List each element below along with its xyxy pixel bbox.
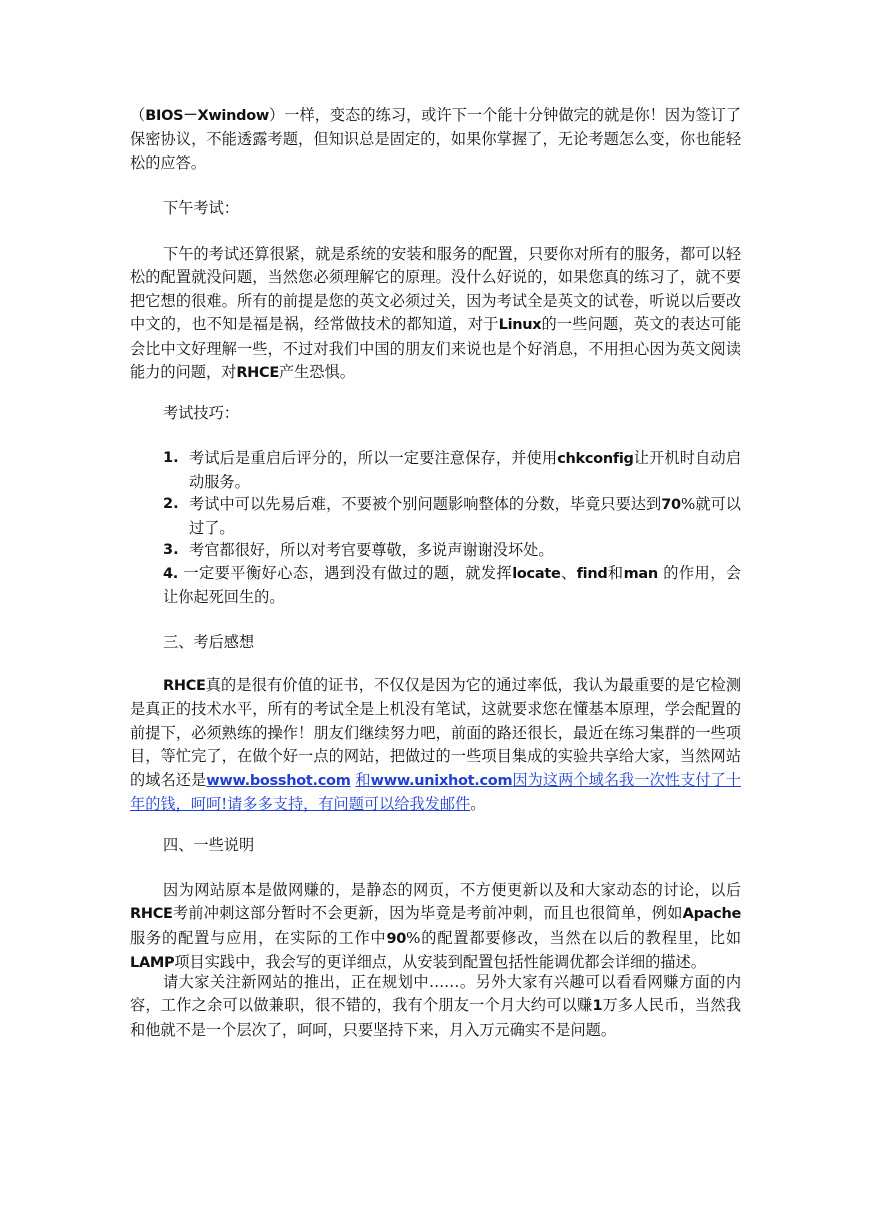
paragraph-afternoon: [130, 243, 741, 385]
tip4-text-g: 的作用，会让你起死回生的。: [163, 564, 742, 607]
afternoon-rhce-term: RHCE: [236, 365, 279, 382]
afternoon-text-2: 的一些问题，英文的表达可能会比中文好理解一些，不过对我们中国的朋友们来说也是个好消息，不用担心因为英文阅读能力的问题，对: [130, 315, 742, 382]
four-text-5: 项目实践中，我会写的更详细点，从安装到配置包括性能调优都会详细的描述。: [174, 953, 706, 972]
four-b-text-2: 万多人民币，当然我和他就不是一个层次了，呵呵，只要坚持下来，月入万元确实不是问题。: [130, 996, 742, 1039]
afternoon-text-3: 产生恐惧。: [278, 363, 355, 382]
list-number: 2.: [163, 496, 179, 512]
list-number: 3.: [163, 542, 179, 558]
intro-bios-term: BIOS－Xwindow: [145, 108, 269, 124]
three-rhce-term: RHCE: [163, 678, 206, 694]
tips-list-item-4: [163, 562, 741, 610]
intro-text-2: ）一样，变态的练习，或许下一个能十分钟做完的就是你！因为签订了保密协议，不能透露考题，但知识总是固定的，如果你掌握了，无论考题怎么变，你也能轻松的应答。: [130, 106, 742, 172]
tips-list-item-3: [163, 539, 741, 562]
tip4-man-term: man: [623, 566, 658, 582]
tip1-text-c: 让开机时自动启动服务。: [189, 449, 742, 492]
heading-afternoon-exam: 下午考试：: [163, 199, 239, 217]
four-apache-term: Apache: [682, 906, 741, 923]
paragraph-after-exam: [130, 674, 741, 816]
three-text-2: 。: [470, 795, 486, 814]
link-bosshot[interactable]: [206, 771, 350, 789]
tip4-text-a: 一定要平衡好心态，遇到没有做过的题，就发挥: [183, 564, 513, 582]
four-text-4: %的配置都要修改，当然在以后的教程里，比如: [406, 928, 742, 947]
four-text-3: 服务的配置与应用，在实际的工作中: [130, 928, 387, 947]
intro-text-1: （: [130, 106, 146, 124]
four-text-1: 因为网站原本是做网赚的，是静态的网页，不方便更新以及和大家动态的讨论，以后: [163, 881, 741, 899]
tips-list-item-1: [163, 447, 741, 495]
four-text-2: 考前冲刺这部分暂时不会更新，因为毕竟是考前冲刺，而且也很简单，例如: [172, 904, 683, 923]
four-lamp-term: LAMP: [130, 955, 175, 972]
tips-list-item-2: [163, 493, 741, 541]
tip3-text: 考官都很好，所以对考官要尊敬，多说声谢谢没坏处。: [189, 541, 554, 559]
list-item-text: [163, 493, 741, 541]
tip2-text-a: 考试中可以先易后难，不要被个别问题影响整体的分数，毕竟只要达到: [189, 495, 662, 513]
tip1-text-a: 考试后是重启后评分的，所以一定要注意保存，并使用: [189, 449, 558, 467]
three-text-1: 真的是很有价值的证书，不仅仅是因为它的通过率低，我认为最重要的是它检测是真正的技术水平，所有的考试全是上机没有笔试，这就要求您在懂基本原理，学会配置的前提下，必须熟练的操作！朋友们继续努力吧，前面的路还很长，最近在练习集群的一些项目，等忙完了，在做个好一点的网站，把做过的一些项目集成的实验共享给大家，当然网站的域名还是: [130, 676, 741, 789]
afternoon-text-1: 下午的考试还算很紧，就是系统的安装和服务的配置，只要你对所有的服务，都可以轻松的配置就没问题，当然您必须理解它的原理。没什么好说的，如果您真的练习了，就不要把它想的很难。所有的前提是您的英文必须过关，因为考试全是英文的试卷，听说以后要改中文的，也不知是福是祸，经常做技术的都知道，对于: [130, 245, 741, 334]
link-bosshot-text: www.bosshot.com: [206, 772, 351, 789]
paragraph-intro: [130, 104, 741, 175]
list-item-text: [163, 447, 741, 495]
link-unixhot-text: www.unixhot.com: [370, 772, 513, 789]
tip4-separator: 、: [560, 564, 577, 582]
paragraph-notes-2: [130, 971, 741, 1042]
tip4-and: 和: [607, 564, 624, 582]
tip4-find-term: find: [576, 566, 608, 582]
four-percent-value: 90: [386, 930, 407, 947]
afternoon-linux-term: Linux: [498, 317, 542, 334]
link-and-text: 和: [355, 770, 371, 789]
link-tail-text: 因为这两个域名我一次性支付了十年的钱，呵呵!请多多支持，有问题可以给我发邮件: [130, 770, 742, 814]
heading-section-four: 四、一些说明: [163, 836, 255, 854]
heading-section-three: 三、考后感想: [163, 633, 255, 651]
tip4-locate-term: locate: [512, 566, 561, 582]
paragraph-notes-1: [130, 879, 741, 976]
list-number: 1.: [163, 450, 179, 466]
list-item-text: [163, 539, 741, 562]
list-item-text: [163, 562, 741, 610]
list-number: 4.: [163, 566, 178, 582]
four-rhce-term: RHCE: [130, 906, 173, 923]
four-b-text-1: 请大家关注新网站的推出，正在规划中……。另外大家有兴趣可以看看网赚方面的内容，工作之余可以做兼职，很不错的，我有个朋友一个月大约可以赚: [130, 973, 741, 1015]
tip2-score-value: 70: [661, 497, 681, 513]
heading-exam-tips: 考试技巧：: [163, 404, 239, 422]
tip2-text-c: %就可以过了。: [189, 495, 741, 538]
four-b-amount-value: 1: [592, 998, 603, 1015]
tip1-chkconfig-term: chkconfig: [557, 451, 634, 467]
